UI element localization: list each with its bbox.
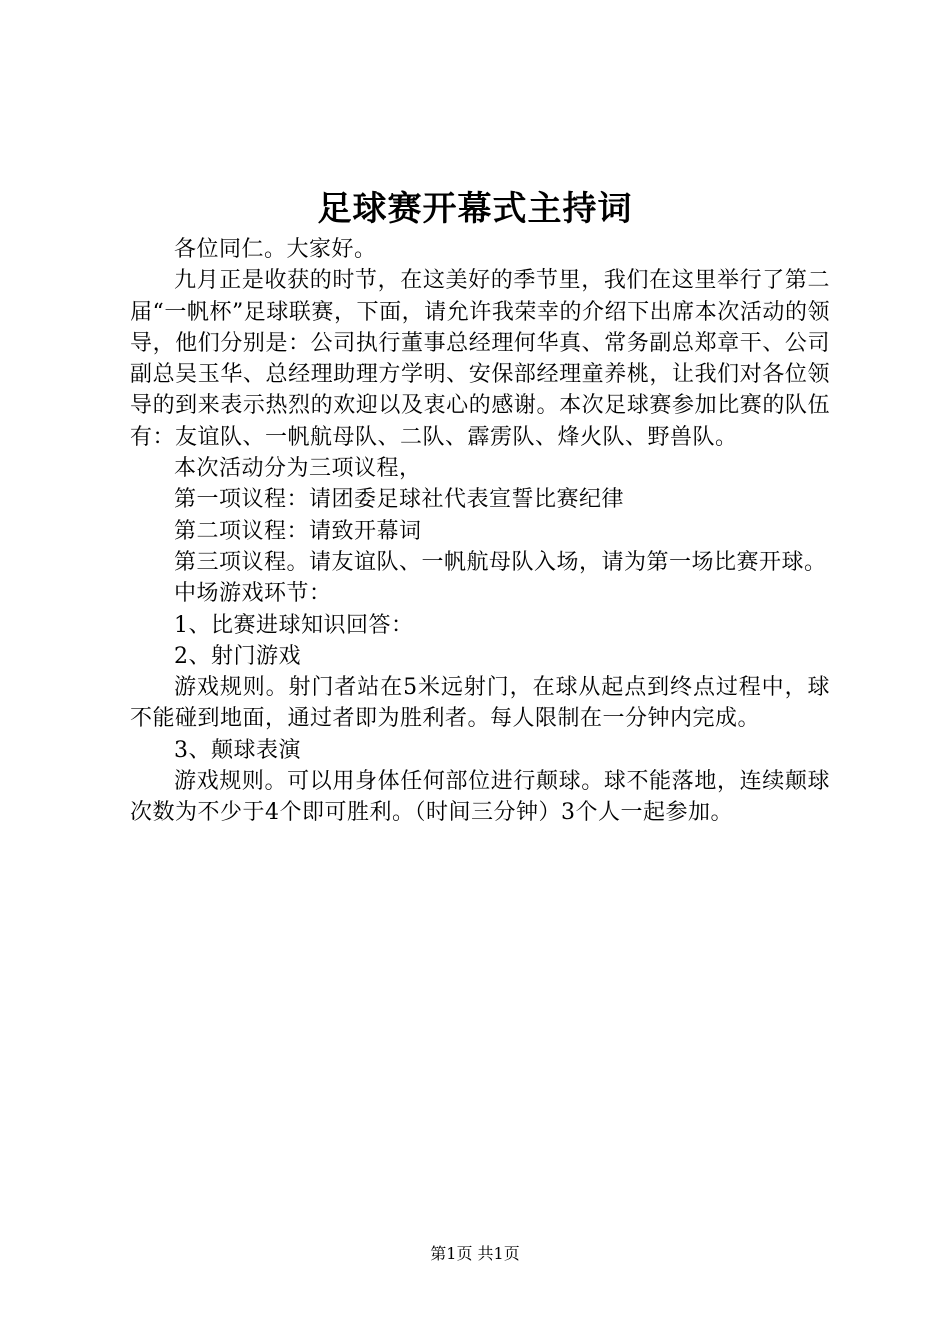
paragraph-game-1: 1、比赛进球知识回答： — [174, 612, 414, 638]
paragraph-agenda-item-1: 第一项议程：请团委足球社代表宣誓比赛纪律 — [174, 487, 625, 513]
paragraph-game-3-rules: 游戏规则。可以用身体任何部位进行颠球。球不能落地，连续颠球次数为不少于4个即可胜利。（时间三分钟）3个人一起参加。 — [130, 769, 830, 826]
paragraph-agenda-item-3: 第三项议程。请友谊队、一帆航母队入场，请为第一场比赛开球。 — [174, 549, 827, 575]
page-footer: 第1页 共1页 — [430, 1244, 520, 1263]
paragraph-agenda-intro: 本次活动分为三项议程， — [174, 456, 422, 482]
paragraph-introduction: 九月正是收获的时节，在这美好的季节里，我们在这里举行了第二届“一帆杯”足球联赛，下面，请允许我荣幸的介绍下出席本次活动的领导，他们分别是：公司执行董事总经理何华真、常务副总郑章干、公司副总吴玉华、总经理助理方学明、安保部经理童养桃，让我们对各位领导的到来表示热烈的欢迎以及衷心的感谢。本次足球赛参加比赛的队伍有：友谊队、一帆航母队、二队、霹雳队、烽火队、野兽队。 — [130, 268, 830, 450]
paragraph-game-2-rules: 游戏规则。射门者站在5米远射门，在球从起点到终点过程中，球不能碰到地面，通过者即为胜利者。每人限制在一分钟内完成。 — [130, 675, 830, 732]
document-body — [130, 234, 830, 829]
paragraph-game-3: 3、颠球表演 — [174, 737, 301, 763]
paragraph-halftime-heading: 中场游戏环节： — [174, 581, 332, 607]
paragraph-greeting: 各位同仁。大家好。 — [174, 237, 377, 262]
paragraph-game-2: 2、射门游戏 — [174, 643, 301, 669]
paragraph-agenda-item-2: 第二项议程：请致开幕词 — [174, 518, 422, 544]
document-title: 足球赛开幕式主持词 — [317, 189, 633, 229]
